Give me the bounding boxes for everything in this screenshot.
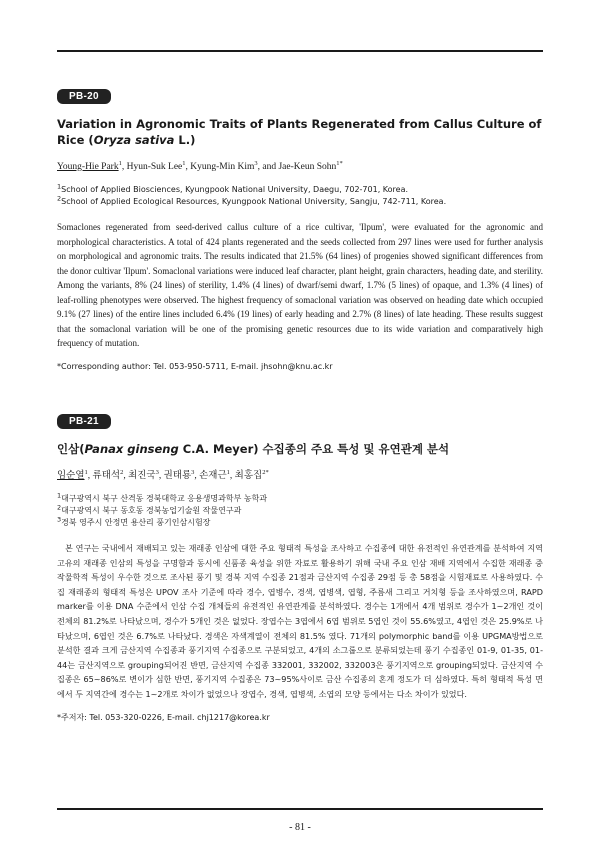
affiliation-text: 경북 영주시 안정면 용산리 풍기인삼시험장 xyxy=(61,518,211,527)
page-number: - 81 - xyxy=(289,822,311,833)
author-separator: , xyxy=(158,471,164,481)
author-name: 권태룡 xyxy=(163,471,192,481)
author-affiliation-mark: 1 xyxy=(84,468,88,476)
author-name: 임순열 xyxy=(57,471,85,481)
corresponding-author-note: *주저자: Tel. 053-320-0226, E-mail. chj1217@korea.kr xyxy=(57,712,270,722)
author-separator: , xyxy=(87,471,93,481)
abstract-title: 인삼(Panax ginseng C.A. Meyer) 수집종의 주요 특성 및 유연관계 분석 xyxy=(57,442,450,456)
author-affiliation-mark: 1 xyxy=(118,159,122,167)
affiliation-text: 대구광역시 북구 동호동 경북농업기술원 작물연구과 xyxy=(61,506,242,515)
affiliation-mark: 2 xyxy=(57,503,62,512)
affiliation-text: 대구광역시 북구 산격동 경북대학교 응용생명과학부 농학과 xyxy=(61,494,268,503)
author-name: 최진국 xyxy=(128,471,156,481)
header-rule xyxy=(57,50,543,52)
affiliation-mark: 2 xyxy=(57,194,62,203)
author-affiliation-mark: 3 xyxy=(254,159,258,167)
affiliation-line xyxy=(57,517,543,529)
author-name: Hyun-Suk Lee xyxy=(126,162,183,172)
author-separator: , xyxy=(194,471,200,481)
affiliation-line xyxy=(57,493,543,505)
affiliation-list xyxy=(57,493,543,529)
affiliation-line xyxy=(57,196,543,208)
author-name: Jae-Keun Sohn xyxy=(278,162,337,172)
abstract-body: 본 연구는 국내에서 재배되고 있는 재래종 인삼에 대한 주요 형태적 특성을 조사하고 수집종에 대한 유전적인 유연관계를 분석하여 지역 고유의 재래종 인삼의 특성을 구명함과 동시에 신품종 육성을 위한 자료로 활용하기 위해 국내 주요 인삼 재배 지역에서 수집한 재래종 중 작물학적 특성이 우수한 것으로 조사된 풍기 및 경북 지역 수집종 21점과 금산지역 수집종 29점 등 총 58점을 시험재료로 사용하였다. 수집 재래종의 형태적 특성은 UPOV 조사 기준에 따라 경수, 엽병수, 경색, 엽병색, 엽형, 주름새 그리고 거치형 등을 조사하였으며, RAPD marker를 이용 DNA 수준에서 인삼 수집 개체들의 유전적인 유연관계를 분석하였다. 경수는 1개에서 4개 범위로 경수가 1~2개인 것이 전체의 81.2%로 나타났으며, 경수가 5개인 것은 없었다. 장엽수는 3엽에서 6엽 범위로 5엽인 것이 55.6%였고, 4엽인 것은 25.9%로 나타났으며, 6엽인 것은 6.7%로 나타났다. 경색은 자색계열이 전체의 81.5% 였다. 71개의 polymorphic band를 이용 UPGMA방법으로 분석한 결과 크게 금산지역 수집종과 풍기지역 수집종으로 구분되었고, 4개의 소그룹으로 분류되었는데 풍기 수집종인 01-9, 01-35, 01-44는 금산지역으로 grouping되어진 반면, 금산지역 수집종 332001, 332002, 332003은 풍기지역으로 grouping되었다. 금산지역 수집종은 65~86%로 변이가 심한 반면, 풍기지역 수집종은 73~95%사이로 금산 수집종의 혼계 정도가 더 심하였다. 특히 형태적 특성 면에서 두 지역간에 경수는 1~2개로 차이가 없었으나 장엽수, 경색, 엽병색, 소엽의 모양 등에서는 다소 차이가 있었다. xyxy=(57,543,543,699)
corresponding-author-note: *Corresponding author: Tel. 053-950-5711, E-mail. jhsohn@knu.ac.kr xyxy=(57,361,333,371)
author-affiliation-mark: 3 xyxy=(191,468,195,476)
author-affiliation-mark: 2* xyxy=(262,468,269,476)
author-name: 손재근 xyxy=(199,471,227,481)
author-list xyxy=(57,469,543,483)
author-separator: , xyxy=(229,471,235,481)
affiliation-text: School of Applied Biosciences, Kyungpook National University, Daegu, 702-701, Korea. xyxy=(61,185,409,194)
author-name: Young-Hie Park xyxy=(57,162,119,172)
author-separator: , and xyxy=(257,162,279,172)
abstract-id-badge: PB-20 xyxy=(57,89,111,104)
abstract-pb-21 xyxy=(57,411,543,724)
author-affiliation-mark: 1 xyxy=(226,468,230,476)
abstract-title: Variation in Agronomic Traits of Plants Regenerated from Callus Culture of Rice (Oryza sativa L.) xyxy=(57,117,542,147)
author-affiliation-mark: 3 xyxy=(155,468,159,476)
affiliation-text: School of Applied Ecological Resources, Kyungpook National University, Sangju, 742-711, Korea. xyxy=(61,197,447,206)
abstract-body: Somaclones regenerated from seed-derived callus culture of a rice cultivar, 'Ilpum', were evaluated for the agronomic and morphological characteristics. A total of 424 plants regenerated and the seeds collected from 297 lines were used for further analysis on morphological and agronomic traits. The results indicated that 21.5% (64 lines) of progenies showed significant differences from the donor cultivar 'Ilpum'. Somaclonal variations were induced leaf character, plant height, grain characters, heading date, and sterility. Among the variants, 8% (24 lines) of sterility, 1.4% (4 lines) of dwarf/semi dwarf, 1.7% (5 lines) of opaque, and 1.3% (4 lines) of leaf-rolling phenotypes were observed. The highest frequency of somaclonal variation was observed on heading date which occupied 9.1% (27 lines) of the entire lines included 6.4% (19 lines) of early heading and 2.7% (8 lines) of late heading. These results suggest that the somaclonal variation will be one of the promising genetic resources due to its wide variation and comparatively high frequency of mutation. xyxy=(57,222,543,348)
abstract-pb-20 xyxy=(57,86,543,373)
author-list xyxy=(57,160,543,174)
author-separator: , xyxy=(123,471,129,481)
affiliation-line xyxy=(57,184,543,196)
author-affiliation-mark: 1 xyxy=(182,159,186,167)
author-affiliation-mark: 1* xyxy=(336,159,343,167)
author-affiliation-mark: 2 xyxy=(120,468,124,476)
affiliation-mark: 1 xyxy=(57,182,62,191)
affiliation-line xyxy=(57,505,543,517)
abstract-id-badge: PB-21 xyxy=(57,414,111,429)
affiliation-mark: 1 xyxy=(57,491,62,500)
affiliation-list xyxy=(57,184,543,208)
affiliation-mark: 3 xyxy=(57,515,62,524)
author-name: 류태석 xyxy=(92,471,121,481)
author-separator: , xyxy=(185,162,191,172)
author-name: 최홍집 xyxy=(234,471,263,481)
footer-rule xyxy=(57,808,543,810)
author-name: Kyung-Min Kim xyxy=(190,162,255,172)
author-separator: , xyxy=(121,162,127,172)
